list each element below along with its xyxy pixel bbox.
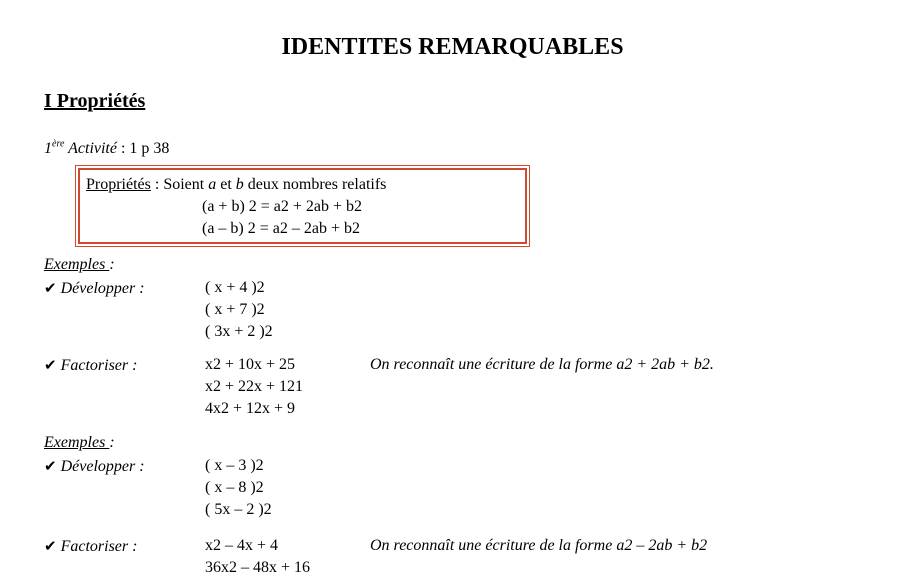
factor-expression: 36x2 – 48x + 16 xyxy=(205,559,311,576)
develop-expression: ( x – 3 )2 xyxy=(205,457,264,474)
develop-expression: ( x + 7 )2 xyxy=(205,301,265,318)
examples-label-2: Exemples : xyxy=(44,434,115,451)
formula-sum: (a + b) 2 = a2 + 2ab + b2 xyxy=(202,198,363,215)
page-title: IDENTITES REMARQUABLES xyxy=(281,34,624,60)
factor-note-1: On reconnaît une écriture de la forme a2 + 2ab + b2. xyxy=(370,356,714,373)
check-icon: ✔ xyxy=(44,457,57,475)
develop-label-1: ✔ Développer : xyxy=(44,279,145,297)
activity-word: Activité xyxy=(64,140,117,157)
factor-expression: x2 + 10x + 25 xyxy=(205,356,296,373)
section-heading: I Propriétés xyxy=(44,90,146,112)
develop-expression: ( x + 4 )2 xyxy=(205,279,265,296)
develop-expression: ( x – 8 )2 xyxy=(205,479,264,496)
activity-sup: ère xyxy=(52,138,65,150)
activity-ref: : 1 p 38 xyxy=(116,140,170,157)
properties-statement: Propriétés : Soient a et b deux nombres relatifs xyxy=(86,176,387,193)
check-icon: ✔ xyxy=(44,356,57,374)
check-icon: ✔ xyxy=(44,537,57,555)
factor-expression: 4x2 + 12x + 9 xyxy=(205,400,296,417)
properties-heading: Propriétés xyxy=(86,176,151,193)
factor-label-1: ✔ Factoriser : xyxy=(44,356,138,374)
activity-number: 1 xyxy=(44,140,52,157)
examples-label-1: Exemples : xyxy=(44,256,115,273)
develop-expression: ( 5x – 2 )2 xyxy=(205,501,272,518)
develop-expression: ( 3x + 2 )2 xyxy=(205,323,273,340)
factor-expression: x2 – 4x + 4 xyxy=(205,537,279,554)
activity-line xyxy=(44,140,169,158)
factor-note-2: On reconnaît une écriture de la forme a2 – 2ab + b2 xyxy=(370,537,708,554)
factor-expression: x2 + 22x + 121 xyxy=(205,378,304,395)
formula-difference: (a – b) 2 = a2 – 2ab + b2 xyxy=(202,220,361,237)
factor-label-2: ✔ Factoriser : xyxy=(44,537,138,555)
check-icon: ✔ xyxy=(44,279,57,297)
develop-label-2: ✔ Développer : xyxy=(44,457,145,475)
